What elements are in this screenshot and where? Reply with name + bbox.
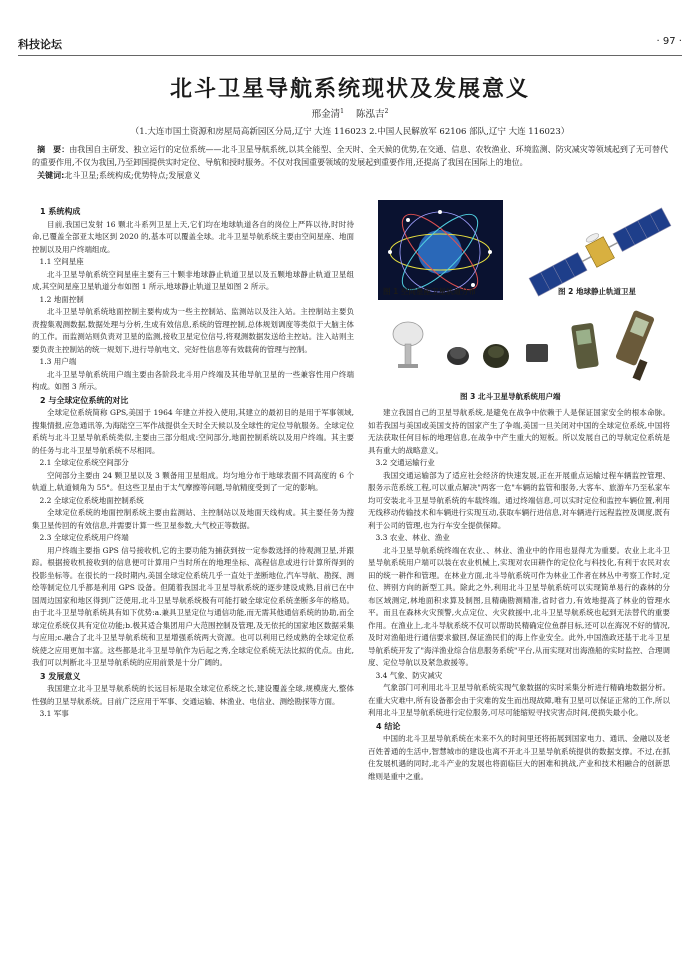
subsection-heading: 1.1 空间星座 — [39, 257, 84, 266]
paragraph: 北斗卫星导航系统用户端主要由各阶段北斗用户终端及其他导航卫星的一些兼容性用户终端构成。如图 3 所示。 — [32, 369, 354, 391]
running-header — [18, 34, 682, 52]
subsection-heading: 3.4 气象、防灾减灾 — [375, 670, 443, 680]
subsection-heading: 3.3 农业、林业、渔业 — [375, 533, 450, 542]
abstract-text: 由我国自主研发、独立运行的定位系统——北斗卫星导航系统,以其全能型、全天时、全天候的优势,在交通、信息、农牧渔业、环境监测、防灾减灾等领域起到了无可替代的重要作用,不仅为我国,乃至卸国提供实时定位、导航和授时服务。不仅对我国重要领域的发展起到重要作用,还提高了我国在国际上的地位。 — [32, 145, 668, 167]
earth-icon — [418, 230, 462, 274]
subsection-heading: 2.1 全球定位系统空间部分 — [39, 458, 129, 467]
paragraph: 目前,我国已发射 16 颗北斗系列卫星上天,它们均在地球轨道各自的岗位上严阵以待,时时待命,已覆盖全部亚太地区到 2020 的,基本可以覆盖全球。北斗卫星导航系统主要由空间星座、地面控制以及用户终端组成。 — [32, 219, 354, 254]
subsection-heading: 3.1 军事 — [39, 709, 69, 718]
user-terminal-figure — [376, 300, 676, 388]
header-rule — [18, 55, 682, 56]
paragraph: 空间部分主要由 24 颗卫星以及 3 颗备用卫星组成。均匀地分布于地球表面不同高度的 6 个轨道上,轨道倾角为 55°。但这些卫星由于太气摩擦等问题,导航精度受到了一定的影响。 — [32, 470, 354, 492]
section-heading: 4 结论 — [376, 721, 401, 731]
journal-name: 科技论坛 — [18, 38, 62, 51]
abstract-label: 摘 要： — [37, 145, 70, 154]
subsection-heading: 1.2 地面控制 — [39, 294, 84, 304]
paragraph: 气象部门可利用北斗卫星导航系统实现气象数据的实时采集分析进行精确地数据分析。在重大灾难中,所有设备都会由于灾难的发生而出现故障,唯有卫星可以保证正常的工作,所以利用北斗卫星导航系统进行定位服务,可尽可能缩短寻找灾害点时间,使损失最小化。 — [368, 683, 670, 717]
paragraph: 用户终端主要指 GPS 信号接收机,它的主要功能为捕获到按一定参数选择的待观测卫星,并跟踪。根据接收机接收到的信息便可计算用户当时所在的地理坐标、高程信息或进行计算所得到的投影坐标等。在很长的一段时期内,美国全球定位系统几乎一直处于垄断地位,汽车导航、勘探、测绘等制定位几乎都是利用 GPS 设备。但随着我国北斗卫星导航系统的逐步建设成熟,目前已在中国周边国家和地区得到广泛使用,北斗卫星导航系统极有可能打破全球定位系统垄断多年的格局。由于北斗卫星导航系统具有如下优势:a.兼具卫星定位与通信功能,而无需其他通信系统的协助,而全球定位系统仅具有定位功能;b.极其适合集团用户大范围控制及管理,及无依托的国家地区数据采集与应用;c.融合了北斗卫星导航系统和卫星增强系统两大资源。也可以利用已经成熟的全球定位系统使之应用更加丰富。这些都是北斗卫星导航作为后起之秀,全球定位系统无法比拟的优点。由此,我们可以判断北斗卫星导航系统的应用前景是十分广阔的。 — [32, 545, 354, 667]
keywords-label: 关键词: — [37, 171, 65, 180]
page-number: · 97 · — [656, 36, 682, 47]
paragraph: 全球定位系统的地面控制系统主要由监测站、主控制站以及地面天线构成。其主要任务为搜集卫星传回的有效信息,并需要计算一些卫星参数,大气校正等数据。 — [32, 508, 354, 530]
paragraph: 中国的北斗卫星导航系统在未来不久的时间里还将拓展到国家电力、通讯、金融以及老百姓普通的生活中,智慧城市的建设也离不开北斗卫星导航系统提供的数据支撑。不过,在抓住发展机遇的同时,北斗产业的发展也将面临巨大的困难和挑战,产业和技术相融合的创新思维则是重中之重。 — [368, 734, 670, 781]
subsection-heading: 2.3 全球定位系统用户终端 — [39, 533, 129, 542]
subsection-heading: 2.2 全球定位系统地面控制系统 — [39, 495, 144, 505]
subsection-heading: 3.2 交通运输行业 — [375, 458, 435, 467]
subsection-heading: 1.3 用户端 — [39, 357, 77, 366]
figure-1-caption: 图 1 空间星座卫星轨道分布 — [383, 287, 476, 296]
author-1: 邢金清 — [311, 109, 341, 120]
section-heading: 2 与全球定位系统的对比 — [40, 395, 129, 405]
authors: 邢金清$^1$ 陈泓吉$^2$ — [311, 107, 389, 120]
right-column — [368, 407, 670, 783]
figure-3-caption: 图 3 北斗卫星导航系统用户端 — [460, 392, 561, 401]
left-column — [32, 205, 354, 721]
paper-title: 北斗卫星导航系统现状及发展意义 — [169, 77, 530, 102]
paragraph: 北斗卫星导航系统终端在农业、、林业、渔业中的作用也显得尤为重要。农业上北斗卫星导航系统用户端可以装在农业机械上,实现对农田耕作的定位化与科技化,有利于农民对农田的统一耕作和管理。在林业方面,北斗导航系统可作为林业工作者在林丛中考察工作时,定位、辨别方向的新型工具。除此之外,利用北斗卫星导航系统可以实现简单易行的森林的分布区域测定,林地面积求算及制图,且精确勘测精准,省时省力,有效地提高了林业的管理水平。而且在森林火灾预警,火点定位、火灾救援中,北斗卫星导航系统也起到无法替代的重要作用。在渔业上,北斗导航系统不仅可以帮助民精确定位鱼群目标,还可以在海况不好的情况,及时对渔船进行通信要求撤回,保证渔民们的海上作业安全。此外,中国渔政还基于北斗卫星导航系统开发了"海洋渔业综合信息服务系统"平台,从而实现对出海渔船的实时监控、合理调度、定位导航以及紧急救援等。 — [368, 545, 670, 667]
paragraph: 北斗卫星导航系统空间星座主要有三十颗非地球静止轨道卫星以及五颗地球静止轨道卫星组成,其空间星座卫星轨道分布如图 1 所示,地球静止轨道卫星如图 2 所示。 — [32, 269, 354, 291]
paragraph: 我国交通运输部为了适应社会经济的快速发展,正在开展重点运输过程车辆监控管理、服务示范系统工程,可以重点解决"两客一危"车辆的监管和服务,大客车、旅游车乃至私家车均可安装北斗卫星导航系统的车载终端。通过终端信息,可以实时定位和监控车辆位置,利用无线移动传输技术和车辆进行实现互动,获取车辆行进信息,对车辆进行远程监控及调度,既有利于公司的管理,也为行车安全提供保障。 — [368, 470, 670, 530]
affiliation: （1.大连市国土资源和房屋局高新园区分局,辽宁 大连 116023 2.中国人民解放军 62106 部队,辽宁 大连 116023） — [130, 127, 570, 137]
paragraph: 北斗卫星导航系统地面控制主要构成为一些主控制站、监测站以及注入站。主控制站主要负责搜集观测数据,数据处理与分析,生成有效信息,系统的管理控制,总体规划调度等类似于大脑主体的工作。而监测站则负责对卫星的监测,接收卫星定位信号,将观测数据发送给主控站。注入站则主要负责主控制站的统一规划下,进行导航电文、完好性信息等有效载荷的管理与控制。 — [32, 307, 354, 354]
paragraph: 全球定位系统简称 GPS,美国于 1964 年建立并投入使用,其建立的最初目的是用于军事领域,搜集情报,应急通讯等,为海陆空三军作战提供全天时全天候以及全球性的定位导航服务。全球定位系统与北斗卫星导航系统类似,主要由三部分组成:空间部分,地面控制系统以及用户终端。其主要的任务与北斗卫星导航系统不尽相同。 — [32, 408, 354, 455]
keywords-text: 北斗卫星;系统构成;优势特点;发展意义 — [64, 171, 201, 180]
section-heading: 1 系统构成 — [40, 207, 81, 216]
paragraph: 建立我国自己的卫星导航系统,是避免在战争中依赖于人是保证国家安全的根本命脉。如若我国与美国或美国支持的国家产生了争端,美国一旦关闭对中国的全球定位系统,中国将无法获取任何目标的地理信息,在战争中产生重大的短板。所以发展自己的导航定位系统是具有重大的战略意义。 — [368, 408, 670, 455]
paragraph: 我国建立北斗卫星导航系统的长远目标是取全球定位系统之长,建设覆盖全球,规模庞大,整体性强的卫星导航系统。目前广泛应用于军事、交通运输、林渔业、电信业、测绘勘探等方面。 — [32, 684, 354, 706]
abstract — [32, 143, 668, 182]
figure-2-caption: 图 2 地球静止轨道卫星 — [558, 287, 636, 296]
author-2: 陈泓吉 — [356, 109, 385, 120]
section-heading: 3 发展意义 — [40, 671, 81, 681]
